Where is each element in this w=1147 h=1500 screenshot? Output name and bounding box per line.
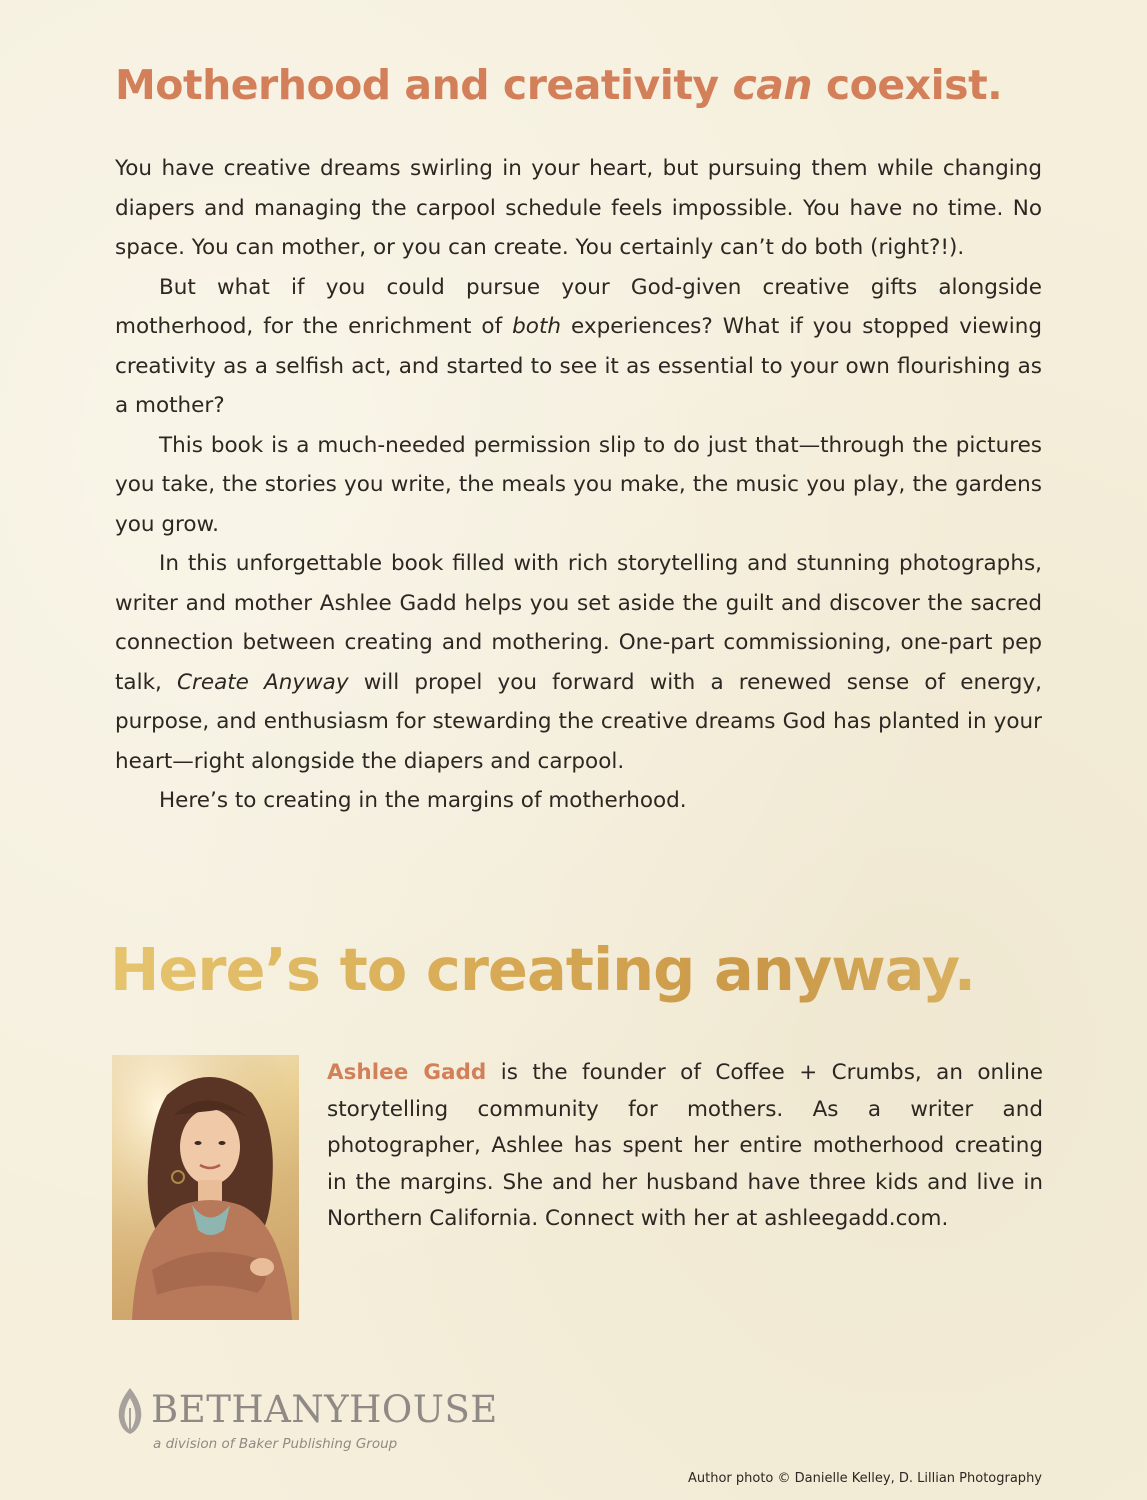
description-paragraph-4 [115, 544, 1042, 781]
publisher-logo [113, 1382, 533, 1462]
publisher-subtitle: a division of Baker Publishing Group [153, 1436, 398, 1452]
description-paragraph-3: This book is a much-needed permission slip to do just that—through the pictures you take, the stories you write, the meals you make, the music you play, the gardens you grow. [115, 432, 1042, 537]
headline [115, 52, 1055, 118]
paragraph-4-text-b: will propel you forward with a renewed sense of energy, purpose, and enthusiasm for stewarding the creative dreams God has planted in your heart—right alongside the diapers and carpool. [115, 669, 1043, 774]
paragraph-2-text-a: But what if you could pursue your God-given creative gifts alongside motherhood, for the enrichment of [115, 274, 1042, 339]
headline-emphasis: can [732, 61, 813, 109]
author-bio-text: is the founder of Coffee + Crumbs, an online storytelling community for mothers. As a writer and photographer, Ashlee has spent her entire motherhood creating in the margins. She and her husband have three kids and live in Northern California. Connect with her at ashleegadd.com. [327, 1060, 1043, 1231]
paragraph-2-text-b: experiences? What if you stopped viewing creativity as a selfish act, and started to see it as essential to your own flourishing as a mother? [115, 314, 1043, 418]
author-photo [112, 1055, 299, 1320]
description-paragraph-1: You have creative dreams swirling in your heart, but pursuing them while changing diapers and managing the carpool schedule feels impossible. You have no time. No space. You can mother, or you can create. You certainly can’t do both (right?!). [115, 156, 1042, 260]
author-bio [327, 1055, 1043, 1238]
paragraph-4-text-a: In this unforgettable book filled with rich storytelling and stunning photographs, writer and mother Ashlee Gadd helps you set aside the guilt and discover the sacred connection between creating and mothering. One-part commissioning, one-part pep talk, [115, 551, 1042, 695]
publisher-name: BETHANYHOUSE [151, 1388, 498, 1431]
photo-credit: Author photo © Danielle Kelley, D. Lillian Photography [687, 1471, 1042, 1486]
book-title-emphasis: Create Anyway [177, 669, 349, 695]
author-portrait-illustration [112, 1055, 299, 1320]
description-paragraph-5: Here’s to creating in the margins of motherhood. [159, 788, 687, 813]
description-paragraph-2 [115, 268, 1042, 426]
flame-leaf-icon [113, 1386, 147, 1436]
headline-part-1: Motherhood and creativity [115, 61, 733, 109]
author-name: Ashlee Gadd [327, 1060, 487, 1085]
tagline: Here’s to creating anyway. [110, 930, 1050, 1010]
book-description [115, 149, 1042, 821]
paragraph-2-emphasis: both [512, 314, 562, 339]
headline-part-2: coexist. [812, 61, 1003, 109]
